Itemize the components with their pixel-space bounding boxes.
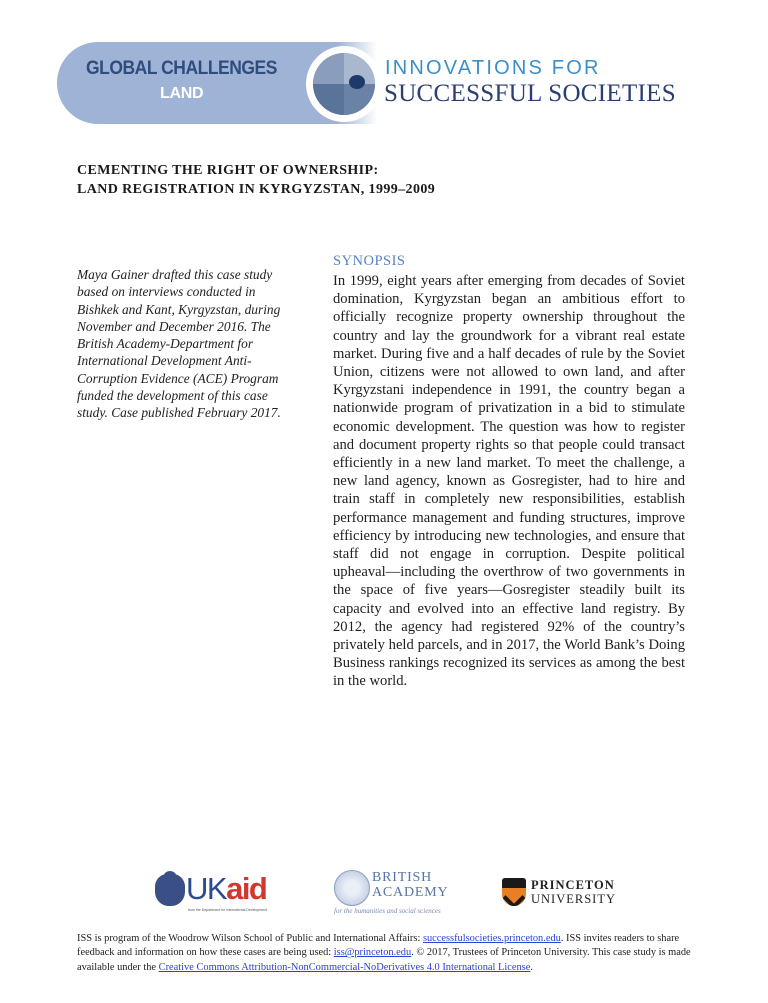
series-banner <box>57 42 337 124</box>
ukaid-logo <box>155 872 273 916</box>
princeton-line1: PRINCETON <box>531 878 615 892</box>
footer-text-2: . ISS invites readers to share feedback and information on how these cases are being used: <box>77 933 680 959</box>
org-name-line1: INNOVATIONS FOR <box>385 57 601 79</box>
footer-text-3: . © 2017, Trustees of Princeton University. This case study is made available under the <box>77 947 691 973</box>
british-academy-line2: ACADEMY <box>372 885 449 900</box>
document-title <box>77 161 435 199</box>
royal-crest-icon <box>155 874 185 906</box>
footer-text-1: ISS is program of the Woodrow Wilson School of Public and International Affairs: <box>77 933 423 944</box>
ukaid-subtitle: from the Department for International Development <box>188 908 267 912</box>
footer-text-4: . <box>530 961 533 973</box>
title-line-1: CEMENTING THE RIGHT OF OWNERSHIP: <box>77 163 379 178</box>
footer-notice <box>77 932 697 975</box>
series-title: GLOBAL CHALLENGES <box>86 58 277 79</box>
british-academy-logo <box>334 868 459 918</box>
princeton-line2: UNIVERSITY <box>531 892 616 906</box>
ukaid-aid: aid <box>226 871 267 906</box>
website-link[interactable]: successfulsocieties.princeton.edu <box>422 933 561 944</box>
author-note: Maya Gainer drafted this case study based on interviews conducted in Bishkek and Kant, Kyrgyzstan, during November and December 2016. The British Academy-Department for International Development Anti-Corruption Evidence (ACE) Program funded the development of this case study. Case published February 2017. <box>77 267 281 421</box>
title-line-2: LAND REGISTRATION IN KYRGYZSTAN, 1999–2009 <box>77 182 436 197</box>
princeton-logo <box>502 876 622 912</box>
org-name-line2: SUCCESSFUL SOCIETIES <box>384 80 676 107</box>
british-academy-line1: BRITISH <box>372 870 433 885</box>
synopsis-body: In 1999, eight years after emerging from decades of Soviet domination, Kyrgyzstan began an ambitious effort to officially recognize property ownership throughout the country and lay the groundwork for a vibrant real estate market. During five and a half decades of rule by the Soviet Union, citizens were not allowed to own land, and after Kyrgyzstani independence in 1991, the country began a nationwide program of privatization in a bid to stimulate economic development. The question was how to register and document property rights so that people could transact efficiently in a new land market. To meet the challenge, a new land agency, known as Gosregister, had to hire and train staff in completely new responsibilities, establish performance management and funding structures, improve efficiency by introducing new technologies, and ensure that staff did not engage in corruption. Despite political upheaval—including the overthrow of two governments in the space of five years—Gosregister steadily built its capacity and evolved into an effective land registry. By 2012, the agency had registered 92% of the country’s privately held parcels, and in 2017, the World Bank’s Doing Business rankings recognized its services as among the best in the world. <box>333 273 685 690</box>
british-academy-tagline: for the humanities and social sciences <box>334 907 441 915</box>
synopsis-heading: SYNOPSIS <box>333 253 406 269</box>
series-subtitle: LAND <box>160 85 204 102</box>
princeton-shield-icon <box>502 878 526 906</box>
license-link[interactable]: Creative Commons Attribution-NonCommercial-NoDerivatives 4.0 International License <box>158 961 531 973</box>
british-academy-seal-icon <box>334 870 370 906</box>
puzzle-globe-icon <box>313 53 375 115</box>
email-link[interactable]: iss@princeton.edu <box>333 947 412 959</box>
ukaid-uk: UK <box>186 871 227 906</box>
